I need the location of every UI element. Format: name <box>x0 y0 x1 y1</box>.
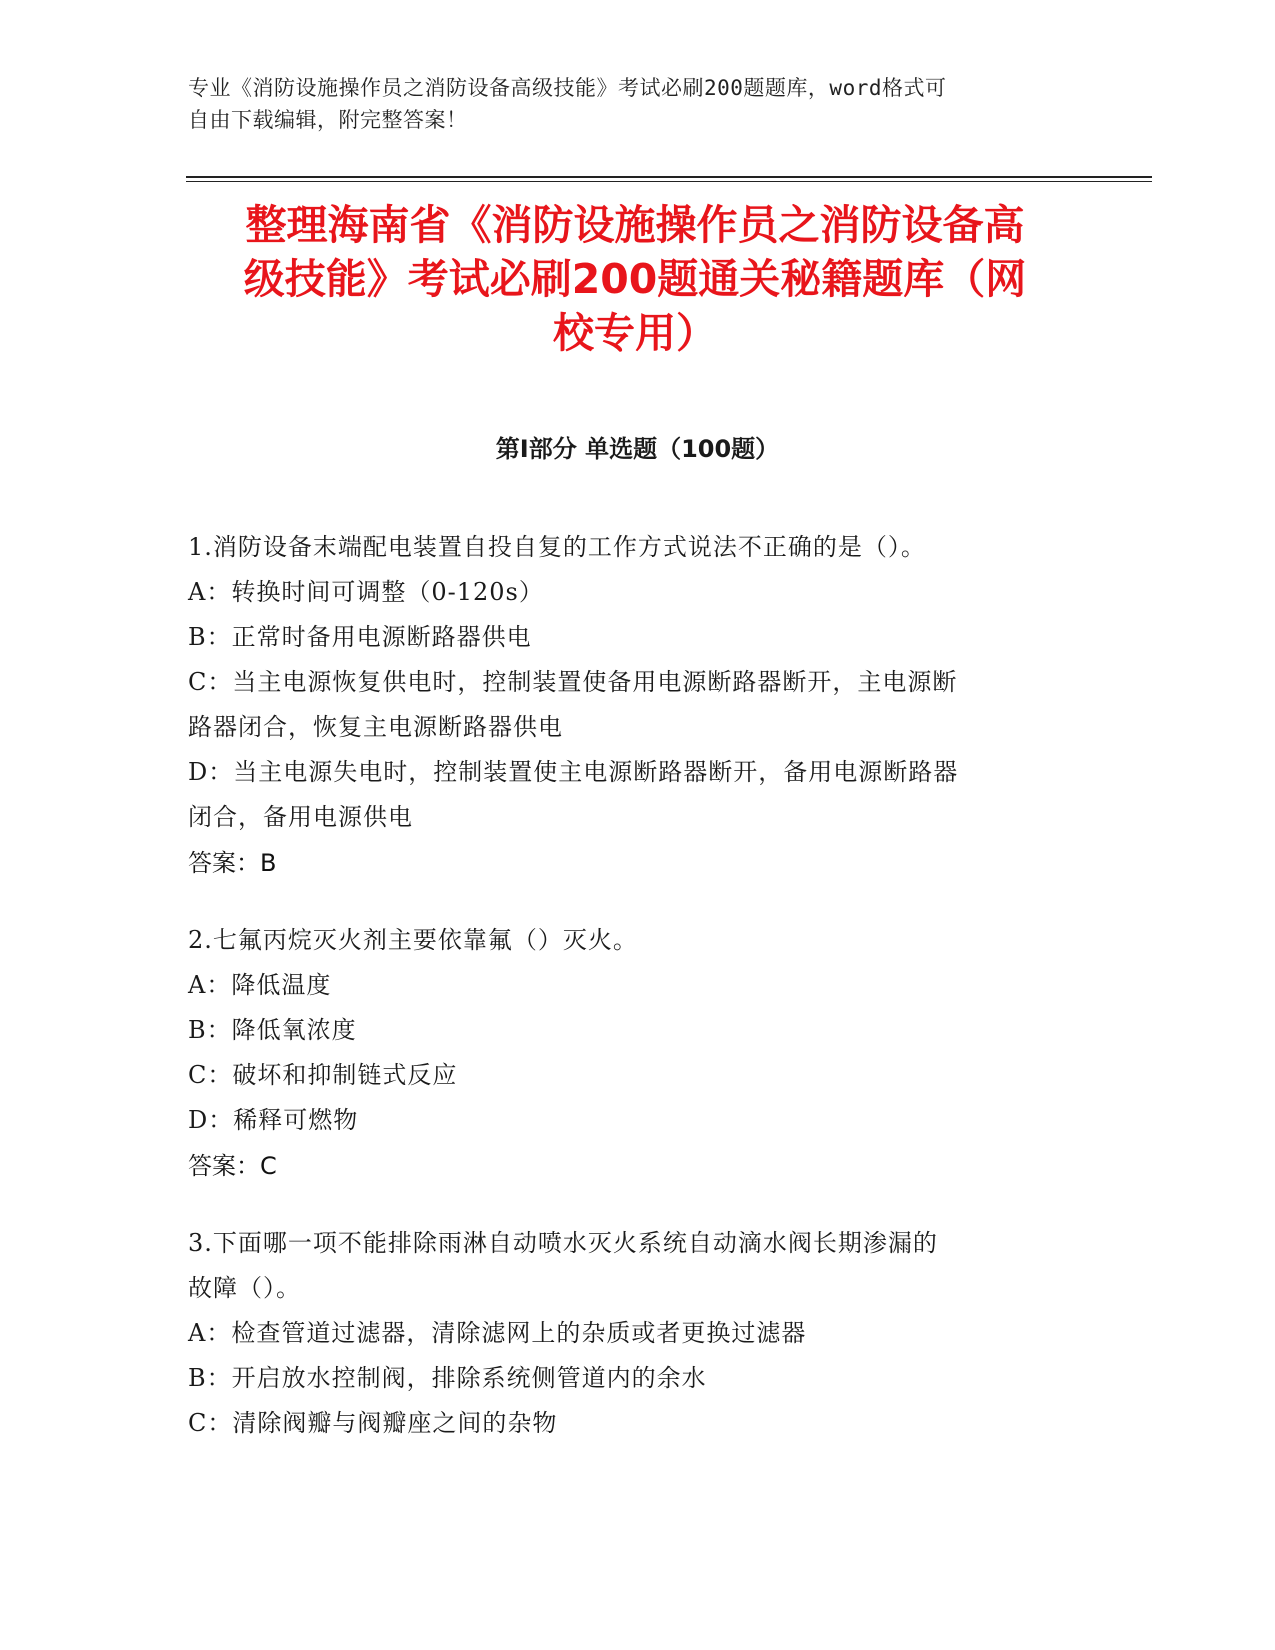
title-line: 整理海南省《消防设施操作员之消防设备高 <box>245 201 1025 249</box>
option-b: B：降低氧浓度 <box>188 1016 357 1044</box>
question-stem: 2.七氟丙烷灭火剂主要依靠氟（）灭火。 <box>188 926 638 954</box>
question-list <box>188 525 1088 1478</box>
option-b: B：正常时备用电源断路器供电 <box>188 623 532 651</box>
section-heading: 第Ⅰ部分 单选题（100题） <box>495 435 780 463</box>
header-divider-thin <box>186 181 1152 182</box>
header-note-line: 自由下载编辑，附完整答案！ <box>188 108 468 132</box>
answer: 答案：B <box>188 849 277 877</box>
question-stem: 1.消防设备末端配电装置自投自复的工作方式说法不正确的是（）。 <box>188 533 926 561</box>
option-a: A：转换时间可调整（0-120s） <box>188 578 544 606</box>
question-item <box>188 918 1088 1189</box>
title-line: 校专用） <box>553 309 717 357</box>
question-item <box>188 1221 1088 1446</box>
question-item <box>188 525 1088 886</box>
option-d: D：稀释可燃物 <box>188 1106 359 1134</box>
option-b: B：开启放水控制阀，排除系统侧管道内的余水 <box>188 1364 707 1392</box>
header-note-line: 专业《消防设施操作员之消防设备高级技能》考试必刷200题题库，word格式可 <box>188 76 947 100</box>
option-a: A：降低温度 <box>188 971 332 999</box>
option-c: C：破坏和抑制链式反应 <box>188 1061 458 1089</box>
answer: 答案：C <box>188 1152 277 1180</box>
option-c-continued: 路器闭合，恢复主电源断路器供电 <box>188 713 563 741</box>
option-a: A：检查管道过滤器，清除滤网上的杂质或者更换过滤器 <box>188 1319 807 1347</box>
header-divider <box>186 176 1152 178</box>
option-d: D：当主电源失电时，控制装置使主电源断路器断开，备用电源断路器 <box>188 758 959 786</box>
option-c: C：清除阀瓣与阀瓣座之间的杂物 <box>188 1409 558 1437</box>
title-line: 级技能》考试必刷200题通关秘籍题库（网 <box>243 255 1027 303</box>
question-stem: 3.下面哪一项不能排除雨淋自动喷水灭火系统自动滴水阀长期渗漏的 <box>188 1229 938 1257</box>
header-note <box>188 72 1088 136</box>
question-stem-continued: 故障（）。 <box>188 1274 301 1302</box>
document-title <box>195 198 1075 360</box>
option-c: C：当主电源恢复供电时，控制装置使备用电源断路器断开，主电源断 <box>188 668 958 696</box>
option-d-continued: 闭合，备用电源供电 <box>188 803 413 831</box>
